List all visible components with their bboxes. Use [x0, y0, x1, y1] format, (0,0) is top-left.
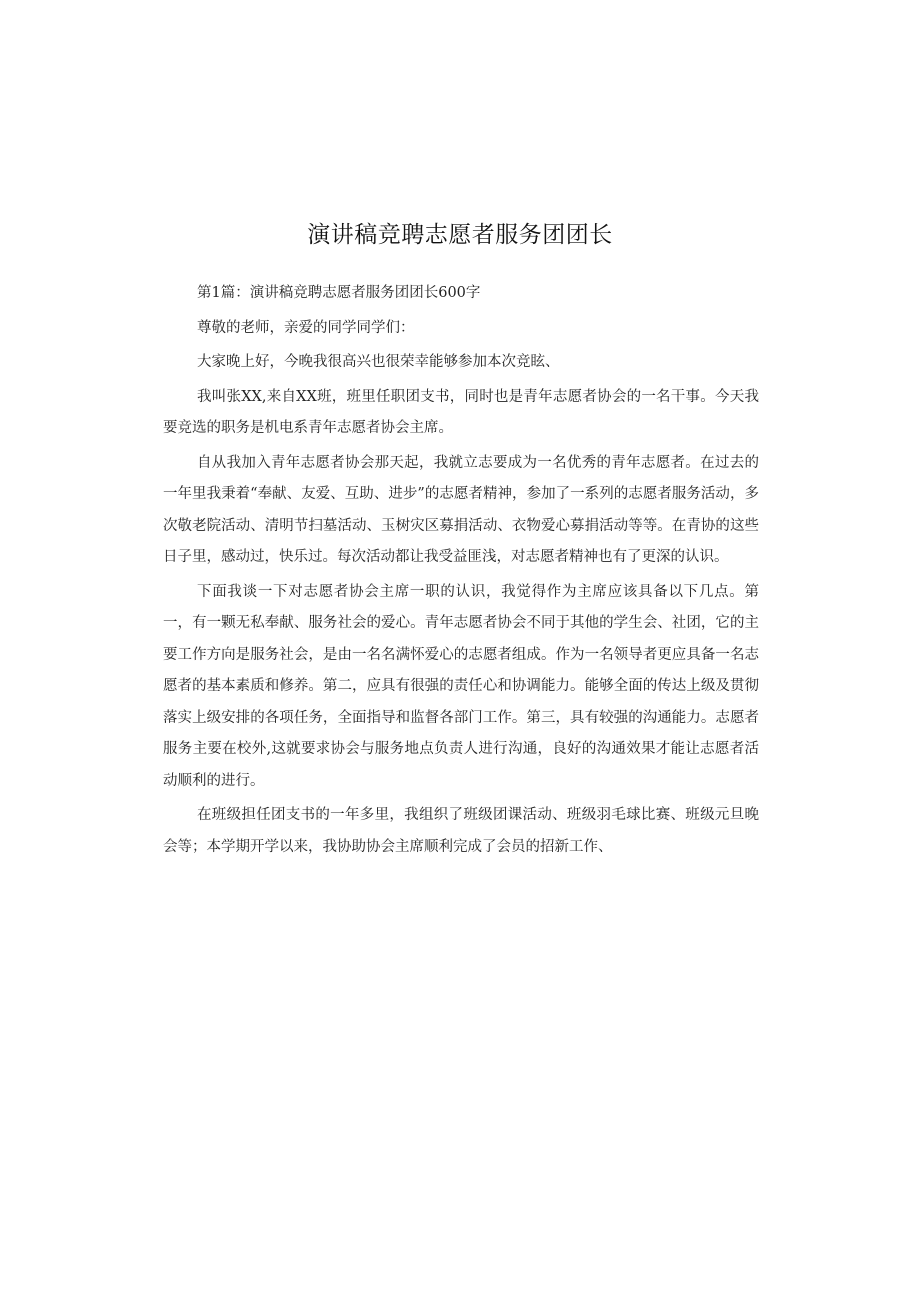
document-body: [163, 278, 759, 866]
paragraph-heading: 第1篇：演讲稿竞聘志愿者服务团团长600字: [197, 285, 481, 301]
paragraph-greeting: 尊敬的老师，亲爱的同学同学们：: [197, 319, 415, 336]
paragraph-understanding: 下面我谈一下对志愿者协会主席一职的认识，我觉得作为主席应该具备以下几点。第一，有一颗无私奉献、服务社会的爱心。青年志愿者协会不同于其他的学生会、社团，它的主要工作方向是服务社会，是由一名名满怀爱心的志愿者组成。作为一名领导者更应具备一名志愿者的基本素质和修养。第二，应具有很强的责任心和协调能力。能够全面的传达上级及贯彻落实上级安排的各项任务，全面指导和监督各部门工作。第三，具有较强的沟通能力。志愿者服务主要在校外,这就要求协会与服务地点负责人进行沟通，良好的沟通效果才能让志愿者活动顺利的进行。: [163, 583, 759, 789]
paragraph-introduction: 我叫张XX,来自XX班，班里任职团支书，同时也是青年志愿者协会的一名干事。今天我要竞选的职务是机电系青年志愿者协会主席。: [163, 388, 759, 436]
paragraph-opening: 大家晚上好，今晚我很高兴也很荣幸能够参加本次竞眩、: [197, 354, 560, 370]
paragraph-experience: 自从我加入青年志愿者协会那天起，我就立志要成为一名优秀的青年志愿者。在过去的一年里我秉着“奉献、友爱、互助、进步”的志愿者精神，参加了一系列的志愿者服务活动，多次敬老院活动、清明节扫墓活动、玉树灾区募捐活动、衣物爱心募捐活动等等。在青协的这些日子里，感动过，快乐过。每次活动都让我受益匪浅，对志愿者精神也有了更深的认识。: [163, 454, 759, 565]
document-title: 演讲稿竞聘志愿者服务团团长: [307, 222, 613, 248]
paragraph-achievements: 在班级担任团支书的一年多里，我组织了班级团课活动、班级羽毛球比赛、班级元旦晚会等；本学期开学以来，我协助协会主席顺利完成了会员的招新工作、: [163, 807, 759, 855]
